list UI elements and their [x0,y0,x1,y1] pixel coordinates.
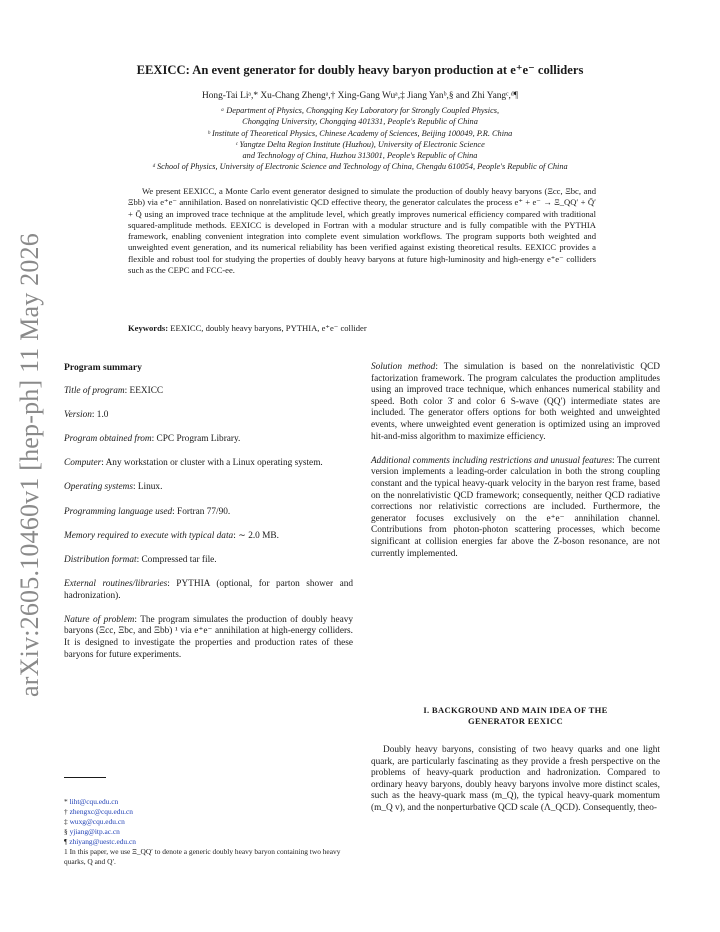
additional-comments-text: : The current version implements a leading-order calculation in both the strong coupling constant and the typical heavy-quark velocity in the baryon rest frame, based on the nonrelativistic QCD framework; consequently, neither QCD radiative corrections nor relativistic corrections are included. Furthermore, the generator focuses exclusively on the e⁺e⁻ annihilation channel. Contributions from photon-photon scattering processes, which become significant at collision energies far above the Z-boson resonance, are not currently implemented. [371,455,661,559]
keywords-text: EEXICC, doubly heavy baryons, PYTHIA, e⁺e⁻ collider [170,323,367,333]
affiliation-line: and Technology of China, Huzhou 313001, People's Republic of China [242,151,478,161]
footnote-text: In this paper, we use Ξ_QQ′ to denote a generic doubly heavy baryon containing two heavy quarks, Q and Q′. [64,847,341,866]
footnotes [64,797,353,867]
footnote [64,807,353,817]
author-list: Hong-Tai Liᵃ,* Xu-Chang Zhengᵃ,† Xing-Gang Wuᵃ,‡ Jiang Yanᵇ,§ and Zhi Yangᶜ,ᵈ¶ [201,91,519,101]
summary-item [64,507,353,519]
footnote [64,847,353,867]
email-link[interactable]: wuxg@cqu.edu.cn [69,817,125,826]
summary-label: Nature of problem [64,614,135,625]
affiliation-line: ᵇ Institute of Theoretical Physics, Chinese Academy of Sciences, Beijing 100049, P.R. China [207,128,513,138]
paper-title: EEXICC: An event generator for doubly heavy baryon production at e⁺e⁻ colliders [136,63,584,77]
summary-item [64,482,353,494]
summary-value: : Compressed tar file. [136,554,217,565]
affiliations [40,105,680,173]
program-summary-column [64,362,353,674]
summary-item [64,579,353,602]
section-heading-line: I. BACKGROUND AND MAIN IDEA OF THE [423,705,608,715]
summary-label: Programming language used [64,506,173,517]
affiliation-line: ᶜ Yangtze Delta Region Institute (Huzhou), University of Electronic Science [235,139,485,149]
summary-label: Operating systems [64,482,133,493]
footnote-mark: ‡ [64,817,68,826]
footnote-mark: † [64,807,68,816]
footnote [64,817,353,827]
email-link[interactable]: zhiyang@uestc.edu.cn [69,837,136,846]
summary-value: : EEXICC [124,385,164,396]
footnote-mark: 1 [64,847,68,856]
footnote-mark: ¶ [64,837,68,846]
summary-item [64,434,353,446]
summary-item [64,531,353,543]
arxiv-stamp [12,233,48,697]
summary-value: : Fortran 77/90. [172,506,231,517]
summary-item [64,410,353,422]
section-body: Doubly heavy baryons, consisting of two heavy quarks and one light quark, are particularly fascinating as they provide a fresh perspective on the problems of heavy-quark production and hadronization. Compared to ordinary heavy baryons, doubly heavy baryons involve more distinct scales, such as the heavy-quark mass (m_Q), the typical heavy-quark momentum (m_Q v), and the nonperturbative QCD scale (Λ_QCD). Consequently, theo- [371,745,660,813]
summary-label: Distribution format [64,554,137,565]
section-heading [371,705,660,727]
summary-item [64,386,353,398]
summary-item [64,458,353,470]
solution-method-text: : The simulation is based on the nonrelativistic QCD factorization framework. The program calculates the production amplitudes using an improved trace technique, which enhances numerical stability and speed. Both color 3̄ and color 6 S-wave (QQ′) intermediate states are included. The generator offers options for both weighted and unweighted events, where unweighted event generation is optimized using an improved hit-and-miss algorithm to maximize efficiency. [371,362,660,442]
footnote-rule [64,777,106,778]
summary-value: : Any workstation or cluster with a Linux operating system. [101,458,323,469]
email-link[interactable]: yjiang@itp.ac.cn [69,827,120,836]
summary-value: : 1.0 [91,409,109,420]
summary-label: Computer [64,458,102,469]
solution-method-label: Solution method [371,362,436,372]
additional-comments-label: Additional comments including restrictions and unusual features [371,455,612,466]
program-summary-heading: Program summary [64,362,142,373]
affiliation-line: Chongqing University, Chongqing 401331, People's Republic of China [242,117,478,127]
footnote [64,797,353,807]
solution-column [371,362,660,573]
summary-label: Title of program [64,385,125,396]
keywords [128,323,596,334]
summary-value: : The program simulates the production of doubly heavy baryons (Ξcc, Ξbc, and Ξbb) ¹ via e⁺e⁻ annihilation at high-energy colliders. It is designed to investigate the properties and production rates of these baryons for future experiments. [64,614,353,660]
affiliation-line: ᵈ School of Physics, University of Electronic Science and Technology of China, Chengdu 610054, People's Republic of China [152,162,568,172]
summary-value: : ∼ 2.0 MB. [233,530,279,541]
summary-value: : PYTHIA (optional, for parton shower and hadronization). [64,579,354,601]
footnote [64,837,353,847]
keywords-label: Keywords: [128,323,169,333]
abstract: We present EEXICC, a Monte Carlo event generator designed to simulate the production of doubly heavy baryons (Ξcc, Ξbc, and Ξbb) via e⁺e⁻ annihilation. Based on nonrelativistic QCD effective theory, the generator calculates the process e⁺ + e⁻ → Ξ_QQ′ + Q̄′ + Q̄ using an improved trace technique at the amplitude level, which greatly improves numerical efficiency compared with traditional squared-amplitude methods. EEXICC is developed in Fortran with a modular structure and is fully compatible with the PYTHIA framework, enabling convenient integration into complete event simulation workflows. The program supports both weighted and unweighted event generation, and its numerical reliability has been verified against existing theoretical results. EEXICC provides a flexible and robust tool for studying the properties of doubly heavy baryons at future high-luminosity and high-energy e⁺e⁻ colliders such as the CEPC and FCC-ee. [128,186,596,276]
footnote-mark: * [64,797,68,806]
summary-label: External routines/libraries [64,579,168,590]
summary-label: Version [64,409,92,420]
footnote-mark: § [64,827,68,836]
section-heading-line: GENERATOR EEXICC [468,716,563,726]
summary-item [64,555,353,567]
additional-comments [371,456,660,560]
summary-item [64,615,353,661]
email-link[interactable]: zhengxc@cqu.edu.cn [69,807,134,816]
summary-value: : Linux. [132,482,163,493]
summary-value: : CPC Program Library. [151,433,241,444]
affiliation-line: ᵃ Department of Physics, Chongqing Key Laboratory for Strongly Coupled Physics, [220,106,500,115]
email-link[interactable]: liht@cqu.edu.cn [69,797,119,806]
arxiv-id[interactable]: arXiv:2605.10460v1 [hep-ph] 11 May 2026 [15,233,44,697]
footnote [64,827,353,837]
summary-label: Program obtained from [64,433,152,444]
summary-label: Memory required to execute with typical data [64,530,234,541]
solution-method [371,362,660,443]
